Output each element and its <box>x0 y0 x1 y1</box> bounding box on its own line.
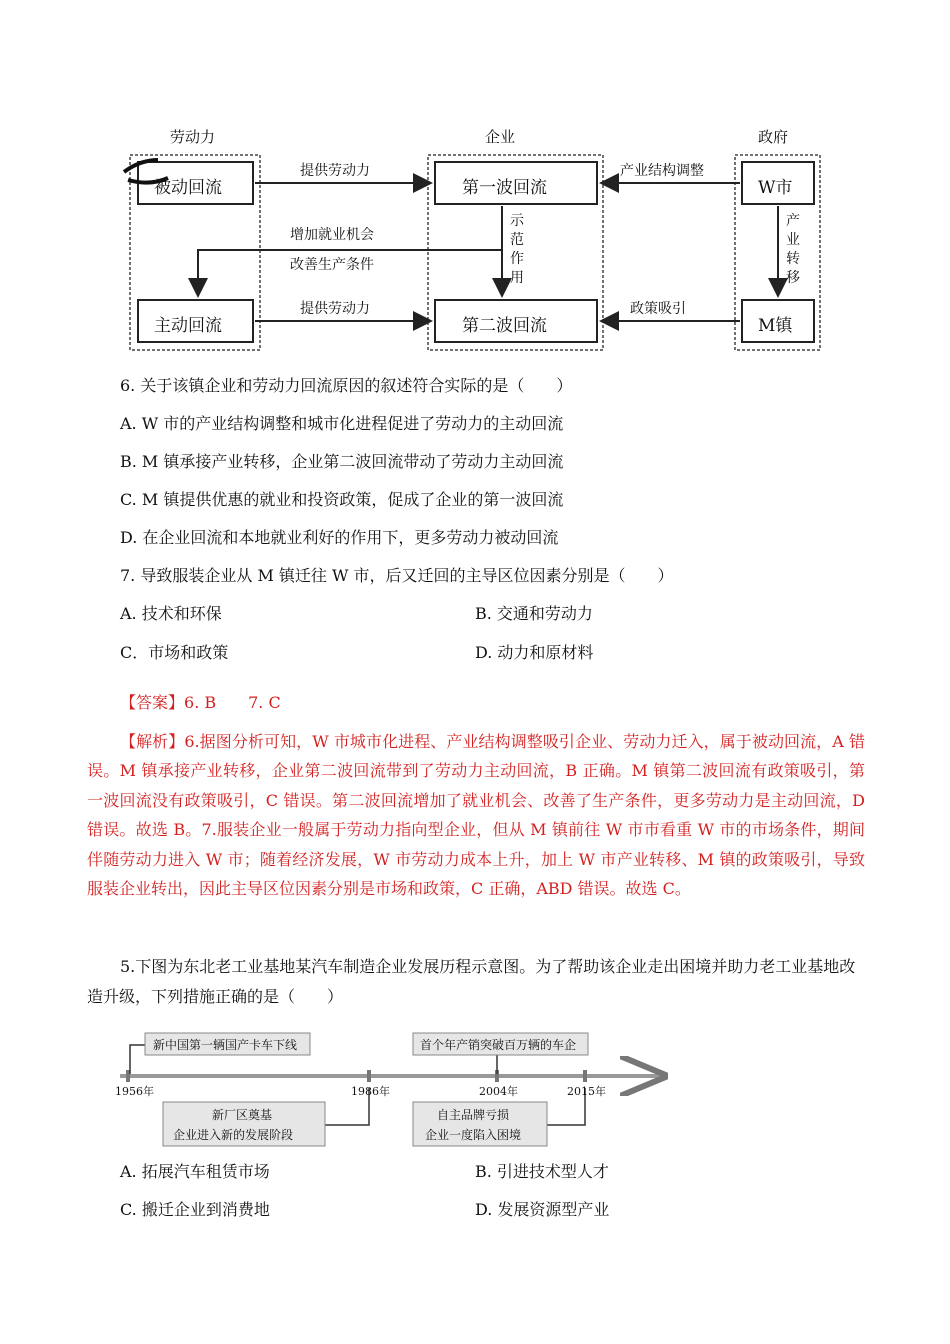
column-label-enterprise: 企业 <box>485 128 516 146</box>
q6-option-d: D. 在企业回流和本地就业利好的作用下，更多劳动力被动回流 <box>120 528 559 547</box>
answer-line <box>120 692 281 714</box>
q7-option-d: D. 动力和原材料 <box>475 643 594 662</box>
q5-option-b: B. 引进技术型人才 <box>475 1162 609 1181</box>
q6-option-b: B. M 镇承接产业转移，企业第二波回流带动了劳动力主动回流 <box>120 452 564 471</box>
q7-option-a: A. 技术和环保 <box>120 604 222 623</box>
year-2015: 2015年 <box>567 1085 606 1098</box>
q7-option-b: B. 交通和劳动力 <box>475 604 593 623</box>
column-label-government: 政府 <box>758 128 789 146</box>
q6-option-c: C. M 镇提供优惠的就业和投资政策，促成了企业的第一波回流 <box>120 490 564 509</box>
explanation-paragraph <box>87 727 865 903</box>
q6-option-a: A. W 市的产业结构调整和城市化进程促进了劳动力的主动回流 <box>120 414 564 433</box>
label-more-jobs: 增加就业机会 <box>290 227 374 243</box>
box-w-city: W市 <box>758 178 793 198</box>
answer-label: 【答案】 <box>120 693 185 712</box>
event-1956: 新中国第一辆国产卡车下线 <box>153 1038 298 1052</box>
year-2004: 2004年 <box>479 1085 518 1098</box>
answer-values: 6. B 7. C <box>184 693 281 712</box>
label-better-conditions: 改善生产条件 <box>290 257 374 273</box>
label-policy-attraction: 政策吸引 <box>630 301 686 317</box>
year-1986: 1986年 <box>351 1085 390 1098</box>
label-provide-labor-2: 提供劳动力 <box>300 301 370 317</box>
explanation-text: 6.据图分析可知，W 市城市化进程、产业结构调整吸引企业、劳动力迁入，属于被动回流，A 错误。M 镇承接产业转移，企业第二波回流带到了劳动力主动回流，B 正确。M 镇第二波回流有政策吸引，第一波回流没有政策吸引，C 错误。第二波回流增加了就业机会、改善了生产条件，更多劳动力是主动回流，D 错误。故选 B。7.服装企业一般属于劳动力指向型企业，但从 M 镇前往 W 市市看重 W 市的市场条件，期间伴随劳动力进入 W 市；随着经济发展，W 市劳动力成本上升，加上 W 市产业转移、M 镇的政策吸引，导致服装企业转出，因此主导区位因素分别是市场和政策，C 正确，ABD 错误。故选 C。 <box>87 732 865 899</box>
q5-option-a: A. 拓展汽车租赁市场 <box>120 1162 270 1181</box>
connector-1956 <box>130 1045 145 1074</box>
event-1986-line1: 新厂区奠基 <box>212 1108 273 1122</box>
box-active-return: 主动回流 <box>154 316 222 336</box>
box-first-wave: 第一波回流 <box>462 178 547 198</box>
column-label-labor: 劳动力 <box>170 128 216 146</box>
box-m-town: M镇 <box>758 316 793 336</box>
q7-stem: 7. 导致服装企业从 M 镇迁往 W 市，后又迁回的主导区位因素分别是（ ） <box>120 566 674 585</box>
year-1956: 1956年 <box>115 1085 154 1098</box>
timeline-figure <box>115 1030 675 1150</box>
explanation-label: 【解析】 <box>120 732 185 751</box>
q5-option-c: C. 搬迁企业到消费地 <box>120 1200 270 1219</box>
q5-option-d: D. 发展资源型产业 <box>475 1200 610 1219</box>
event-1986-line2: 企业进入新的发展阶段 <box>173 1128 294 1142</box>
label-industrial-restructure: 产业结构调整 <box>620 163 704 179</box>
flowchart <box>110 120 830 360</box>
label-demonstration-effect: 示范作用 <box>510 213 524 286</box>
q7-option-c: C．市场和政策 <box>120 643 229 662</box>
label-industry-transfer: 产业转移 <box>786 213 800 286</box>
box-passive-return: 被动回流 <box>154 178 222 198</box>
event-2015-line2: 企业一度陷入困境 <box>425 1128 522 1142</box>
label-provide-labor-1: 提供劳动力 <box>300 163 370 179</box>
box-second-wave: 第二波回流 <box>462 316 547 336</box>
event-2004: 首个年产销突破百万辆的车企 <box>420 1038 577 1052</box>
event-2015-line1: 自主品牌亏损 <box>437 1108 510 1122</box>
q5-stem: 5.下图为东北老工业基地某汽车制造企业发展历程示意图。为了帮助该企业走出困境并助力老工业基地改造升级，下列措施正确的是（ ） <box>87 957 856 1006</box>
q6-stem: 6. 关于该镇企业和劳动力回流原因的叙述符合实际的是（ ） <box>120 376 573 395</box>
